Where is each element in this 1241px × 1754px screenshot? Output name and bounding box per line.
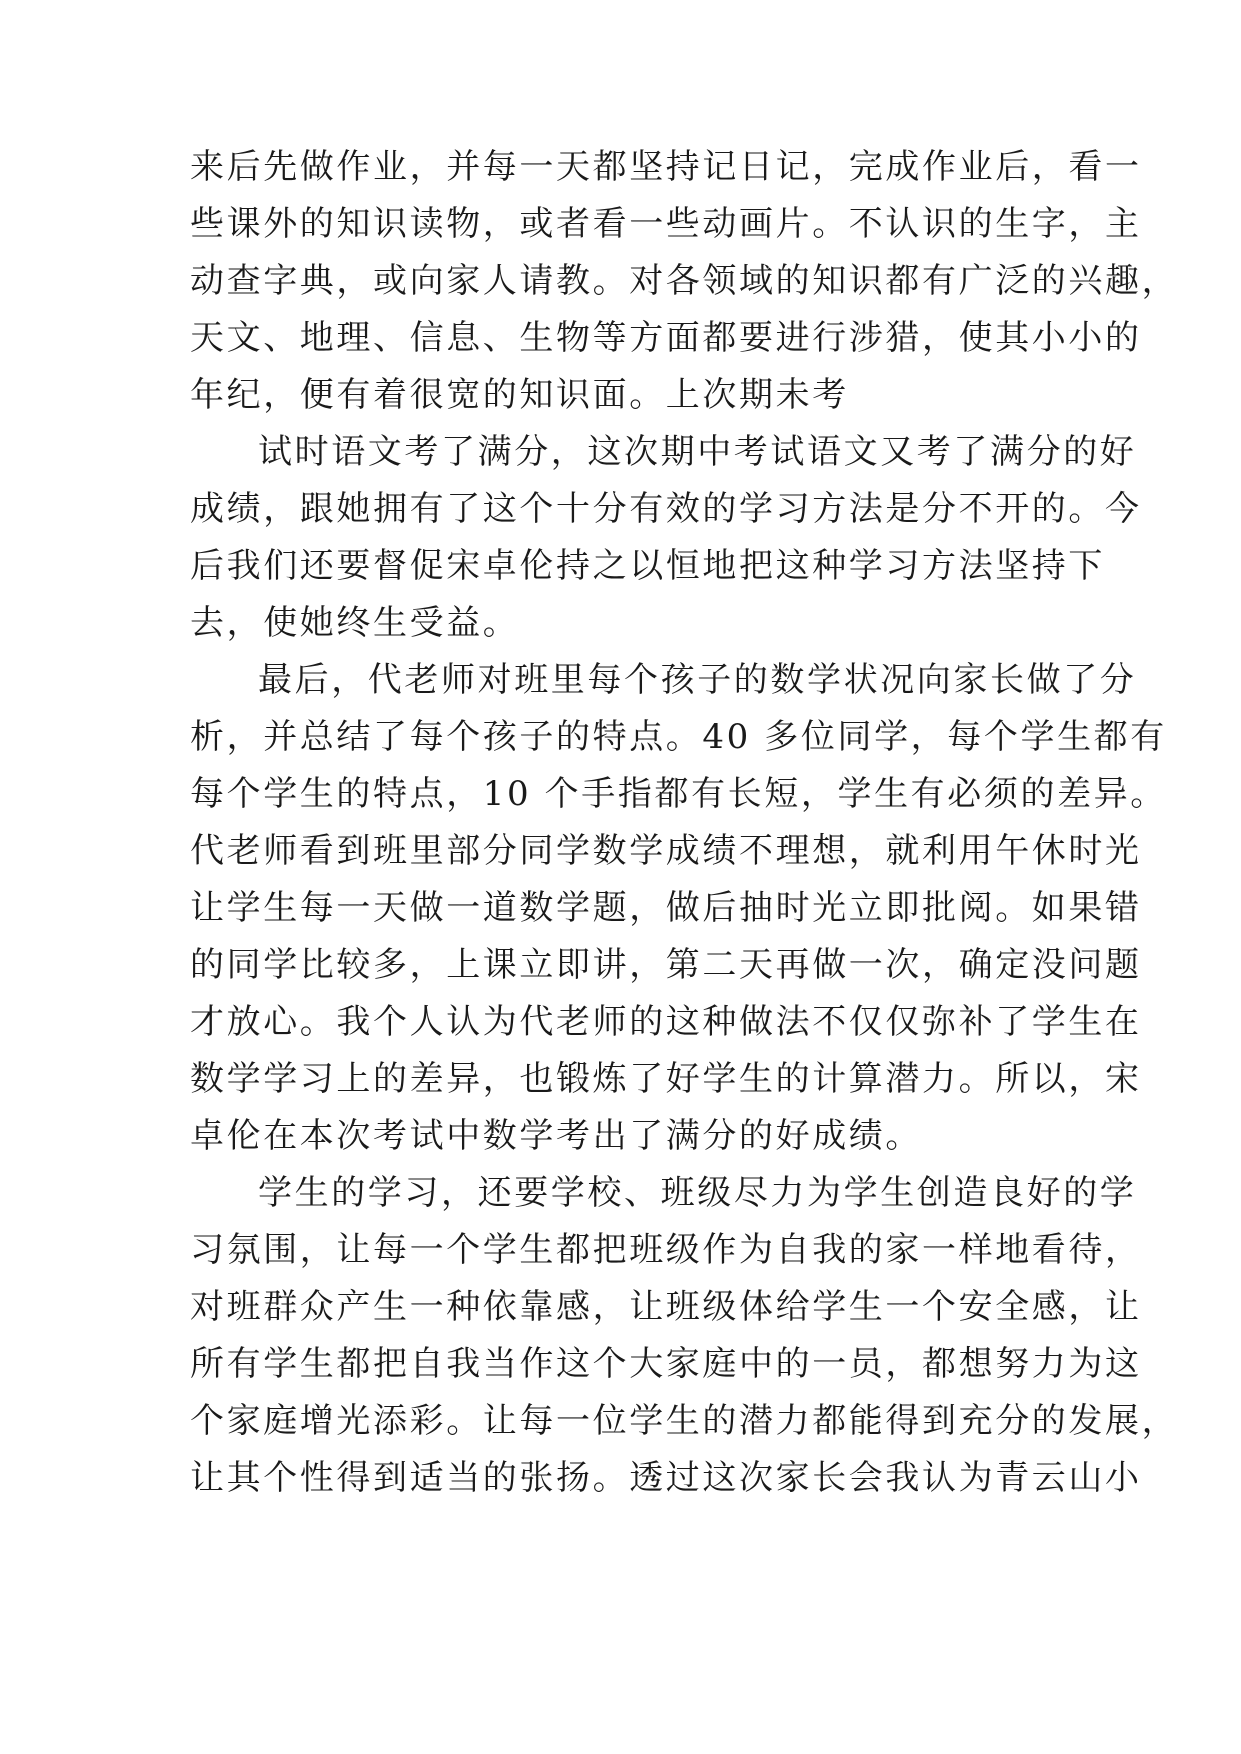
text-line: 数学学习上的差异，也锻炼了好学生的计算潜力。所以，宋 [190,1059,1142,1099]
text-line: 让学生每一天做一道数学题，做后抽时光立即批阅。如果错 [190,888,1142,928]
text-line: 来后先做作业，并每一天都坚持记日记，完成作业后，看一 [190,147,1142,187]
text-line: 每个学生的特点，10 个手指都有长短，学生有必须的差异。 [190,774,1167,814]
text-line: 习氛围，让每一个学生都把班级作为自我的家一样地看待， [190,1230,1142,1270]
text-line: 后我们还要督促宋卓伦持之以恒地把这种学习方法坚持下 [190,546,1105,586]
text-line: 些课外的知识读物，或者看一些动画片。不认识的生字，主 [190,204,1142,244]
text-line: 年纪，便有着很宽的知识面。上次期未考 [190,375,849,415]
paragraph-first-line: 最后，代老师对班里每个孩子的数学状况向家长做了分 [258,660,1137,700]
text-line: 所有学生都把自我当作这个大家庭中的一员，都想努力为这 [190,1344,1142,1384]
text-line: 成绩，跟她拥有了这个十分有效的学习方法是分不开的。今 [190,489,1142,529]
text-line: 才放心。我个人认为代老师的这种做法不仅仅弥补了学生在 [190,1002,1142,1042]
text-line: 动查字典，或向家人请教。对各领域的知识都有广泛的兴趣， [190,261,1179,301]
text-line: 卓伦在本次考试中数学考出了满分的好成绩。 [190,1116,922,1156]
text-line: 析，并总结了每个孩子的特点。40 多位同学，每个学生都有 [190,717,1167,757]
text-line: 的同学比较多，上课立即讲，第二天再做一次，确定没问题 [190,945,1142,985]
paragraph-first-line: 学生的学习，还要学校、班级尽力为学生创造良好的学 [258,1173,1137,1213]
text-line: 天文、地理、信息、生物等方面都要进行涉猎，使其小小的 [190,318,1142,358]
text-line: 让其个性得到适当的张扬。透过这次家长会我认为青云山小 [190,1458,1142,1498]
text-line: 代老师看到班里部分同学数学成绩不理想，就利用午休时光 [190,831,1142,871]
text-line: 去，使她终生受益。 [190,603,520,643]
text-line: 对班群众产生一种依靠感，让班级体给学生一个安全感，让 [190,1287,1142,1327]
paragraph-first-line: 试时语文考了满分，这次期中考试语文又考了满分的好 [258,432,1137,472]
text-line: 个家庭增光添彩。让每一位学生的潜力都能得到充分的发展， [190,1401,1179,1441]
